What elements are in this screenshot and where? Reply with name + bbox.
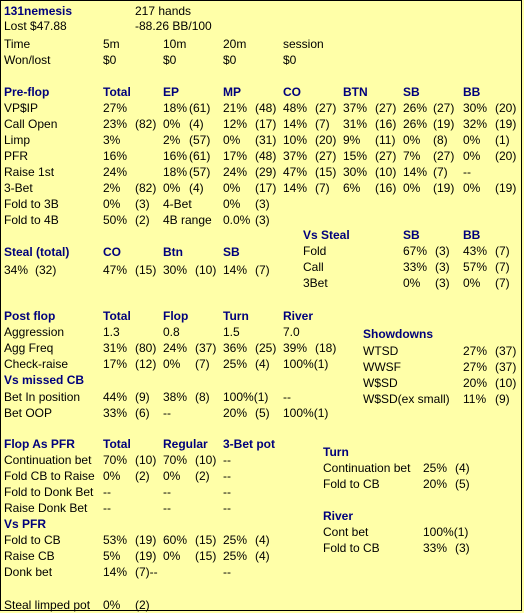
flop-pfr-cell: (2)	[195, 469, 210, 483]
postflop-cell: 1.5	[223, 325, 240, 339]
preflop-cell: (48)	[255, 149, 277, 163]
preflop-header: BB	[463, 85, 481, 99]
postflop-header: Flop	[163, 309, 189, 323]
missed-cb-cell: (5)	[255, 406, 270, 420]
preflop-cell: 47%	[283, 165, 308, 179]
showdown-row-label: W$SD	[363, 376, 398, 390]
preflop-cell: 21%	[223, 101, 248, 115]
preflop-header: Pre-flop	[4, 85, 50, 99]
postflop-cell: (12)	[135, 357, 157, 371]
preflop-row-label: Limp	[4, 133, 31, 147]
preflop-cell: 0%	[463, 181, 481, 195]
flop-pfr-cell: --	[223, 453, 231, 467]
fourbet-range-value: 0.0%	[223, 213, 251, 227]
vs-pfr-cell: 60%	[163, 533, 188, 547]
missed-cb-cell: 100%(1)	[223, 390, 269, 404]
turn-count: (5)	[455, 477, 470, 491]
missed-cb-cell: 100%(1)	[283, 406, 329, 420]
steal-cell: 34%	[4, 263, 29, 277]
flop-pfr-cell: 70%	[163, 453, 188, 467]
postflop-cell: (4)	[255, 357, 270, 371]
preflop-cell: (19)	[495, 117, 517, 131]
flop-pfr-cell: --	[163, 485, 171, 499]
preflop-cell: 0%	[163, 181, 181, 195]
vs-steal-cell: 0%	[463, 276, 481, 290]
vs-pfr-title: Vs PFR	[4, 517, 47, 531]
postflop-cell: 31%	[103, 341, 128, 355]
river-row-label: Cont bet	[323, 525, 369, 539]
col-20m: 20m	[223, 37, 247, 51]
postflop-cell: 0%	[163, 357, 181, 371]
preflop-cell: 0%	[223, 181, 241, 195]
preflop-cell: (15)	[315, 165, 337, 179]
showdown-count: (37)	[495, 360, 517, 374]
showdown-count: (9)	[495, 392, 510, 406]
steal-cell: (10)	[195, 263, 217, 277]
postflop-cell: (7)	[195, 357, 210, 371]
flop-pfr-row-label: Fold CB to Raise	[4, 469, 95, 483]
showdown-value: 27%	[463, 360, 488, 374]
wonlost-label: Won/lost	[4, 53, 51, 67]
vs-steal-header: BB	[463, 228, 481, 242]
showdown-row-label: W$SD(ex small)	[363, 392, 450, 406]
time-label: Time	[4, 37, 31, 51]
flop-pfr-header: Total	[103, 437, 131, 451]
flop-pfr-cell: 70%	[103, 453, 128, 467]
wonlost-session: $0	[283, 53, 297, 67]
postflop-cell: (37)	[195, 341, 217, 355]
preflop-cell: 12%	[223, 117, 248, 131]
wonlost-10m: $0	[163, 53, 177, 67]
preflop-cell: (4)	[189, 181, 204, 195]
fourbet-range-count: (3)	[255, 213, 270, 227]
preflop-row-label: Raise 1st	[4, 165, 55, 179]
col-10m: 10m	[163, 37, 187, 51]
preflop-cell: 37%	[343, 101, 368, 115]
postflop-cell: 36%	[223, 341, 248, 355]
vs-pfr-cell: 0%	[163, 549, 181, 563]
preflop-cell: 14%	[283, 181, 308, 195]
preflop-cell: (8)	[433, 133, 448, 147]
preflop-cell: (82)	[135, 117, 157, 131]
preflop-cell: (57)	[189, 165, 211, 179]
showdowns-title: Showdowns	[363, 327, 433, 341]
flop-pfr-header: Regular	[163, 437, 208, 451]
missed-cb-cell: 44%	[103, 390, 128, 404]
steal-cell: 14%	[223, 263, 248, 277]
vs-pfr-row-label: Fold to CB	[4, 533, 61, 547]
preflop-cell: 7%	[403, 149, 421, 163]
wonlost-5m: $0	[103, 53, 117, 67]
showdown-value: 27%	[463, 344, 488, 358]
preflop-cell: 27%	[103, 101, 128, 115]
vs-steal-header: SB	[403, 228, 420, 242]
preflop-cell: 9%	[343, 133, 361, 147]
steal-limped-label: Steal limped pot	[4, 598, 91, 612]
flop-pfr-cell: --	[223, 469, 231, 483]
preflop-cell: 14%	[283, 117, 308, 131]
flop-pfr-header: 3-Bet pot	[223, 437, 275, 451]
preflop-cell: (82)	[135, 181, 157, 195]
vs-steal-cell: (3)	[435, 260, 450, 274]
wonlost-20m: $0	[223, 53, 237, 67]
steal-cell: (7)	[255, 263, 270, 277]
lost-amount: Lost $47.88	[4, 19, 67, 33]
preflop-cell: 0%	[463, 149, 481, 163]
vs-pfr-cell: (19)	[135, 533, 157, 547]
missed-cb-row-label: Bet OOP	[4, 406, 53, 420]
fold4b-count: (2)	[135, 213, 150, 227]
fold4b-value: 50%	[103, 213, 128, 227]
steal-limped-value: 0%	[103, 598, 121, 612]
preflop-cell: (17)	[255, 181, 277, 195]
preflop-cell: (29)	[255, 165, 277, 179]
postflop-cell: (25)	[255, 341, 277, 355]
preflop-header: Total	[103, 85, 131, 99]
turn-count: (4)	[455, 461, 470, 475]
preflop-cell: (19)	[495, 181, 517, 195]
flop-pfr-cell: (10)	[135, 453, 157, 467]
preflop-cell: 10%	[283, 133, 308, 147]
preflop-header: SB	[403, 85, 420, 99]
preflop-cell: 48%	[283, 101, 308, 115]
preflop-header: EP	[163, 85, 180, 99]
postflop-cell: 7.0	[283, 325, 300, 339]
postflop-cell: (18)	[315, 341, 337, 355]
steal-header: SB	[223, 245, 240, 259]
preflop-cell: (19)	[433, 181, 455, 195]
preflop-cell: 18%	[163, 165, 188, 179]
flop-pfr-cell: --	[103, 485, 111, 499]
fold3b-count: (3)	[135, 197, 150, 211]
preflop-cell: (48)	[255, 101, 277, 115]
vs-pfr-row-label: Raise CB	[4, 549, 55, 563]
preflop-cell: 26%	[403, 101, 428, 115]
preflop-cell: (57)	[189, 133, 211, 147]
fold4b-label: Fold to 4B	[4, 213, 59, 227]
turn-row-label: Continuation bet	[323, 461, 411, 475]
showdown-row-label: WTSD	[363, 344, 399, 358]
missed-cb-cell: 38%	[163, 390, 188, 404]
preflop-cell: (7)	[433, 165, 448, 179]
preflop-cell: 6%	[343, 181, 361, 195]
preflop-cell: (31)	[255, 133, 277, 147]
preflop-cell: 0%	[163, 117, 181, 131]
vs-pfr-cell: (15)	[195, 549, 217, 563]
vs-steal-cell: 57%	[463, 260, 488, 274]
fourbet-count: (3)	[255, 197, 270, 211]
flop-pfr-cell: --	[163, 501, 171, 515]
river-count: (3)	[455, 541, 470, 555]
preflop-cell: 3%	[103, 133, 121, 147]
fourbet-range-label: 4B range	[163, 213, 212, 227]
vs-pfr-cell: (19)	[135, 549, 157, 563]
vs-pfr-cell: 25%	[223, 533, 248, 547]
preflop-cell: (1)	[495, 133, 510, 147]
postflop-row-label: Agg Freq	[4, 341, 54, 355]
preflop-cell: 17%	[223, 149, 248, 163]
turn-row-label: Fold to CB	[323, 477, 380, 491]
vs-pfr-cell: 25%	[223, 549, 248, 563]
preflop-cell: 2%	[103, 181, 121, 195]
preflop-cell: (61)	[189, 101, 211, 115]
vs-steal-row-label: 3Bet	[303, 276, 328, 290]
steal-cell: (15)	[135, 263, 157, 277]
flop-pfr-header: Flop As PFR	[4, 437, 75, 451]
preflop-cell: 30%	[463, 101, 488, 115]
vs-pfr-cell: 5%	[103, 549, 121, 563]
missed-cb-cell: --	[283, 390, 291, 404]
missed-cb-cell: 33%	[103, 406, 128, 420]
postflop-cell: 25%	[223, 357, 248, 371]
missed-cb-cell: 20%	[223, 406, 248, 420]
missed-cb-cell: (9)	[135, 390, 150, 404]
preflop-cell: (19)	[433, 117, 455, 131]
vs-steal-cell: 0%	[403, 276, 421, 290]
preflop-cell: (16)	[375, 117, 397, 131]
vs-pfr-cell: 14%	[103, 565, 128, 579]
river-row-label: Fold to CB	[323, 541, 380, 555]
preflop-cell: (27)	[375, 101, 397, 115]
showdown-row-label: WWSF	[363, 360, 401, 374]
vs-steal-row-label: Call	[303, 260, 324, 274]
preflop-cell: 37%	[283, 149, 308, 163]
preflop-cell: 16%	[163, 149, 188, 163]
steal-cell: 30%	[163, 263, 188, 277]
postflop-cell: (80)	[135, 341, 157, 355]
vs-steal-cell: (7)	[495, 276, 510, 290]
showdown-count: (37)	[495, 344, 517, 358]
flop-pfr-row-label: Continuation bet	[4, 453, 92, 467]
postflop-header: Total	[103, 309, 131, 323]
preflop-cell: (27)	[315, 149, 337, 163]
preflop-row-label: 3-Bet	[4, 181, 33, 195]
vs-steal-cell: (7)	[495, 244, 510, 258]
flop-pfr-cell: --	[103, 501, 111, 515]
preflop-cell: (20)	[495, 101, 517, 115]
vs-steal-cell: (3)	[435, 244, 450, 258]
missed-cb-cell: (6)	[135, 406, 150, 420]
vs-pfr-cell: (4)	[255, 533, 270, 547]
vs-steal-cell: (7)	[495, 260, 510, 274]
preflop-cell: 0%	[223, 133, 241, 147]
preflop-header: BTN	[343, 85, 368, 99]
postflop-row-label: Aggression	[4, 325, 65, 339]
river-value: 33%	[423, 541, 448, 555]
preflop-cell: 32%	[463, 117, 488, 131]
vs-missed-cb-title: Vs missed CB	[4, 373, 85, 387]
turn-title: Turn	[323, 445, 349, 459]
river-value: 100%(1)	[423, 525, 469, 539]
steal-header: Steal (total)	[4, 245, 70, 259]
vs-pfr-cell: 53%	[103, 533, 128, 547]
missed-cb-cell: (8)	[195, 390, 210, 404]
fourbet-value: 0%	[223, 197, 241, 211]
preflop-cell: 23%	[103, 117, 128, 131]
fourbet-label: 4-Bet	[163, 197, 192, 211]
preflop-cell: 0%	[403, 181, 421, 195]
preflop-row-label: Call Open	[4, 117, 58, 131]
preflop-cell: (7)	[315, 181, 330, 195]
flop-pfr-cell: (2)	[135, 469, 150, 483]
preflop-cell: 18%	[163, 101, 188, 115]
postflop-cell: 100%(1)	[283, 357, 329, 371]
preflop-cell: 0%	[403, 133, 421, 147]
steal-limped-count: (2)	[135, 598, 150, 612]
preflop-cell: (27)	[433, 149, 455, 163]
vs-steal-cell: 33%	[403, 260, 428, 274]
preflop-cell: 30%	[343, 165, 368, 179]
vs-pfr-cell: (7)--	[135, 565, 158, 579]
preflop-row-label: VP$IP	[4, 101, 39, 115]
flop-pfr-row-label: Fold to Donk Bet	[4, 485, 94, 499]
postflop-cell: 39%	[283, 341, 308, 355]
preflop-cell: --	[463, 165, 471, 179]
postflop-cell: 1.3	[103, 325, 120, 339]
col-5m: 5m	[103, 37, 120, 51]
col-session: session	[283, 37, 324, 51]
river-title: River	[323, 509, 354, 523]
flop-pfr-cell: 0%	[163, 469, 181, 483]
vs-steal-header: Vs Steal	[303, 228, 350, 242]
showdown-count: (10)	[495, 376, 517, 390]
bb100: -88.26 BB/100	[135, 19, 212, 33]
preflop-cell: (20)	[315, 133, 337, 147]
preflop-cell: 26%	[403, 117, 428, 131]
steal-header: CO	[103, 245, 121, 259]
preflop-cell: (61)	[189, 149, 211, 163]
steal-header: Btn	[163, 245, 183, 259]
preflop-cell: 16%	[103, 149, 128, 163]
postflop-cell: 0.8	[163, 325, 180, 339]
player-name: 131nemesis	[4, 4, 73, 18]
showdown-value: 11%	[463, 392, 487, 406]
steal-cell: (32)	[35, 263, 57, 277]
preflop-cell: (27)	[315, 101, 337, 115]
vs-pfr-row-label: Donk bet	[4, 565, 53, 579]
preflop-cell: (27)	[433, 101, 455, 115]
preflop-cell: 14%	[403, 165, 428, 179]
preflop-cell: 0%	[463, 133, 481, 147]
missed-cb-cell: --	[163, 406, 171, 420]
vs-steal-cell: 43%	[463, 244, 488, 258]
steal-cell: 47%	[103, 263, 128, 277]
vs-steal-row-label: Fold	[303, 244, 327, 258]
flop-pfr-cell: (10)	[195, 453, 217, 467]
flop-pfr-cell: --	[223, 501, 231, 515]
turn-value: 20%	[423, 477, 448, 491]
preflop-cell: (20)	[495, 149, 517, 163]
postflop-header: River	[283, 309, 314, 323]
preflop-cell: 15%	[343, 149, 368, 163]
flop-pfr-row-label: Raise Donk Bet	[4, 501, 88, 515]
postflop-cell: 17%	[103, 357, 128, 371]
missed-cb-row-label: Bet In position	[4, 390, 81, 404]
preflop-cell: (10)	[375, 165, 397, 179]
preflop-cell: (7)	[315, 117, 330, 131]
preflop-cell: 31%	[343, 117, 368, 131]
preflop-cell: 2%	[163, 133, 181, 147]
preflop-cell: (17)	[255, 117, 277, 131]
fold3b-label: Fold to 3B	[4, 197, 59, 211]
postflop-header: Turn	[223, 309, 249, 323]
vs-steal-cell: 67%	[403, 244, 428, 258]
flop-pfr-cell: 0%	[103, 469, 121, 483]
vs-pfr-cell: (4)	[255, 549, 270, 563]
postflop-cell: 24%	[163, 341, 188, 355]
postflop-row-label: Check-raise	[4, 357, 69, 371]
hands-count: 217 hands	[135, 4, 192, 18]
postflop-header: Post flop	[4, 309, 56, 323]
preflop-cell: 24%	[223, 165, 248, 179]
preflop-cell: 24%	[103, 165, 128, 179]
turn-value: 25%	[423, 461, 448, 475]
fold3b-value: 0%	[103, 197, 121, 211]
preflop-cell: (27)	[375, 149, 397, 163]
flop-pfr-cell: --	[223, 485, 231, 499]
preflop-cell: (11)	[375, 133, 396, 147]
vs-pfr-cell: --	[223, 565, 231, 579]
vs-pfr-cell: (15)	[195, 533, 217, 547]
vs-steal-cell: (3)	[435, 276, 450, 290]
preflop-header: CO	[283, 85, 301, 99]
preflop-row-label: PFR	[4, 149, 28, 163]
showdown-value: 20%	[463, 376, 488, 390]
preflop-cell: (16)	[375, 181, 397, 195]
preflop-cell: (4)	[189, 117, 204, 131]
preflop-header: MP	[223, 85, 241, 99]
